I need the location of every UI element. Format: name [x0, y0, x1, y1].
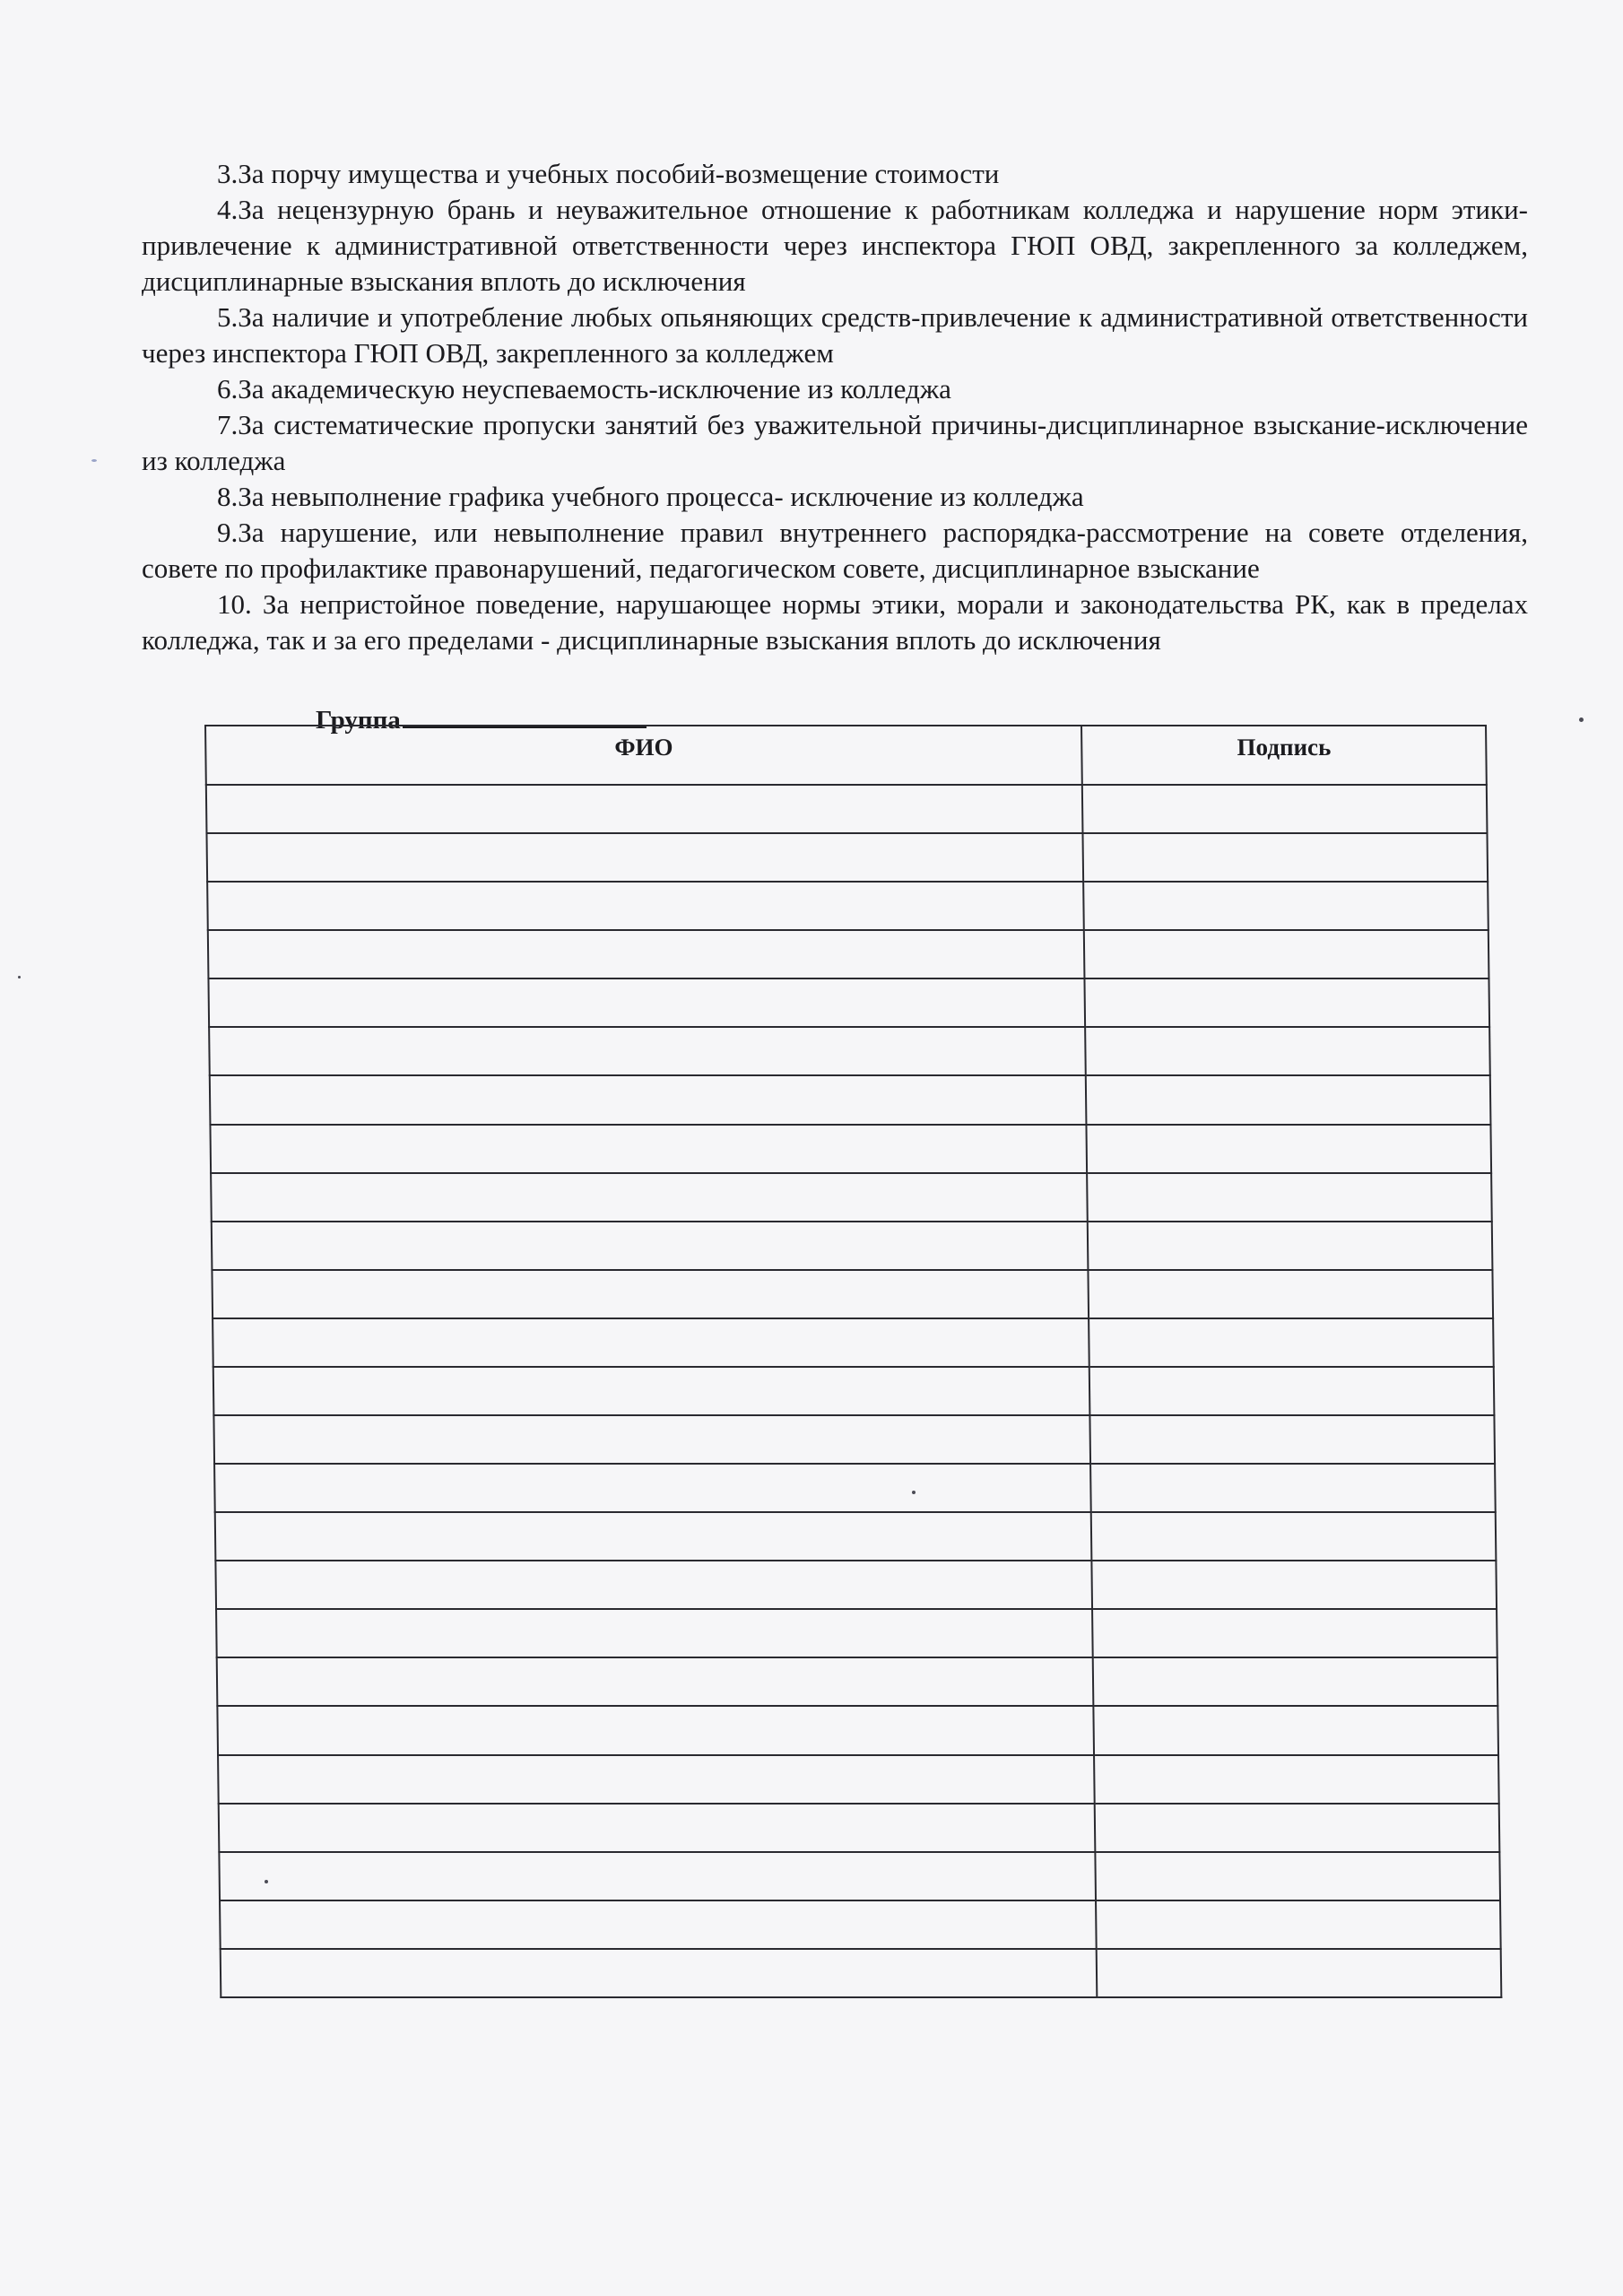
- rule-item: 7.За систематические пропуски занятий без уважительной причины-дисциплинарное взыскание-исключение из колледжа: [142, 409, 1528, 476]
- table-row: [213, 1367, 1495, 1415]
- table-row: [220, 1900, 1501, 1949]
- fio-cell: [219, 1804, 1096, 1852]
- fio-cell: [208, 978, 1085, 1027]
- table-body: [206, 785, 1502, 1997]
- signature-cell: [1089, 1318, 1493, 1367]
- table-row: [209, 1027, 1490, 1075]
- fio-cell: [221, 1949, 1098, 1997]
- table-row: [210, 1075, 1491, 1124]
- signature-cell: [1087, 1125, 1491, 1173]
- rule-item: 8.За невыполнение графика учебного процесса- исключение из колледжа: [217, 481, 1084, 512]
- table-row: [206, 833, 1488, 882]
- fio-cell: [215, 1512, 1092, 1561]
- fio-cell: [216, 1609, 1093, 1657]
- table-row: [216, 1609, 1497, 1657]
- signature-cell: [1093, 1657, 1497, 1706]
- signature-cell: [1094, 1706, 1498, 1754]
- table-row: [219, 1804, 1500, 1852]
- rule-item: 10. За непристойное поведение, нарушающее нормы этики, морали и законодательства РК, как в пределах колледжа, так и за его пределами - дисциплинарные взыскания вплоть до исключения: [142, 588, 1528, 656]
- fio-cell: [211, 1173, 1088, 1222]
- signature-cell: [1089, 1367, 1494, 1415]
- signature-cell: [1085, 1027, 1489, 1075]
- rules-list: [142, 156, 1528, 658]
- table-row: [217, 1706, 1498, 1754]
- group-label: Группа: [316, 706, 401, 735]
- signature-cell: [1085, 978, 1489, 1027]
- signature-cell: [1090, 1415, 1495, 1464]
- fio-cell: [210, 1075, 1087, 1124]
- fio-cell: [217, 1706, 1094, 1754]
- signature-cell: [1094, 1755, 1498, 1804]
- table-row: [212, 1270, 1493, 1318]
- rule-item: 3.За порчу имущества и учебных пособий-возмещение стоимости: [217, 158, 1000, 189]
- rule-item: 6.За академическую неуспеваемость-исключение из колледжа: [217, 373, 951, 404]
- signature-cell: [1083, 833, 1488, 882]
- signature-cell: [1090, 1464, 1495, 1512]
- table-header-row: [205, 726, 1487, 785]
- signature-cell: [1083, 882, 1488, 930]
- table-row: [215, 1512, 1497, 1561]
- signature-cell: [1089, 1270, 1493, 1318]
- signature-cell: [1086, 1075, 1490, 1124]
- scan-speck: [91, 459, 97, 462]
- table-row: [221, 1949, 1502, 1997]
- table-row: [217, 1657, 1498, 1706]
- scan-speck: [18, 976, 21, 978]
- signature-cell: [1092, 1561, 1497, 1609]
- table-row: [213, 1318, 1494, 1367]
- signature-cell: [1095, 1804, 1499, 1852]
- signature-column-header: Подпись: [1081, 726, 1486, 785]
- fio-cell: [214, 1464, 1091, 1512]
- fio-column-header: ФИО: [205, 726, 1082, 785]
- fio-cell: [212, 1270, 1089, 1318]
- fio-cell: [210, 1125, 1087, 1173]
- signature-table: [204, 725, 1502, 1998]
- fio-cell: [213, 1415, 1090, 1464]
- table-row: [214, 1464, 1496, 1512]
- table-row: [213, 1415, 1495, 1464]
- fio-cell: [215, 1561, 1092, 1609]
- table-row: [212, 1222, 1493, 1270]
- signature-cell: [1088, 1222, 1492, 1270]
- fio-cell: [213, 1318, 1089, 1367]
- table-row: [206, 785, 1488, 833]
- fio-cell: [212, 1222, 1089, 1270]
- fio-cell: [217, 1657, 1094, 1706]
- signature-cell: [1096, 1852, 1500, 1900]
- table-row: [207, 882, 1488, 930]
- rule-item: 5.За наличие и употребление любых опьяняющих средств-привлечение к административной ответственности через инспектора ГЮП ОВД, закрепленного за колледжем: [142, 301, 1528, 369]
- signature-cell: [1087, 1173, 1491, 1222]
- table-row: [208, 978, 1489, 1027]
- fio-cell: [213, 1367, 1090, 1415]
- table-row: [215, 1561, 1497, 1609]
- rule-item: 9.За нарушение, или невыполнение правил внутреннего распорядка-рассмотрение на совете отделения, совете по профилактике правонарушений, педагогическом совете, дисциплинарное взыскание: [142, 517, 1528, 584]
- table-row: [219, 1852, 1500, 1900]
- table-row: [211, 1173, 1492, 1222]
- fio-cell: [208, 930, 1085, 978]
- fio-cell: [218, 1755, 1095, 1804]
- signature-cell: [1096, 1900, 1500, 1949]
- scan-speck: [265, 1880, 268, 1883]
- signature-cell: [1092, 1609, 1497, 1657]
- table-row: [210, 1125, 1491, 1173]
- fio-cell: [219, 1852, 1096, 1900]
- fio-cell: [207, 882, 1084, 930]
- fio-cell: [206, 785, 1083, 833]
- scan-speck: [1579, 718, 1584, 722]
- fio-cell: [209, 1027, 1086, 1075]
- signature-cell: [1082, 785, 1487, 833]
- signature-cell: [1097, 1949, 1501, 1997]
- signature-cell: [1084, 930, 1488, 978]
- rule-item: 4.За нецензурную брань и неуважительное отношение к работникам колледжа и нарушение норм этики-привлечение к административной ответственности через инспектора ГЮП ОВД, закрепленного за колледжем, дисциплинарные взыскания вплоть до исключения: [142, 194, 1528, 297]
- scan-speck: [912, 1491, 916, 1494]
- table-row: [218, 1755, 1499, 1804]
- table-row: [208, 930, 1489, 978]
- signature-cell: [1091, 1512, 1496, 1561]
- fio-cell: [206, 833, 1083, 882]
- fio-cell: [220, 1900, 1097, 1949]
